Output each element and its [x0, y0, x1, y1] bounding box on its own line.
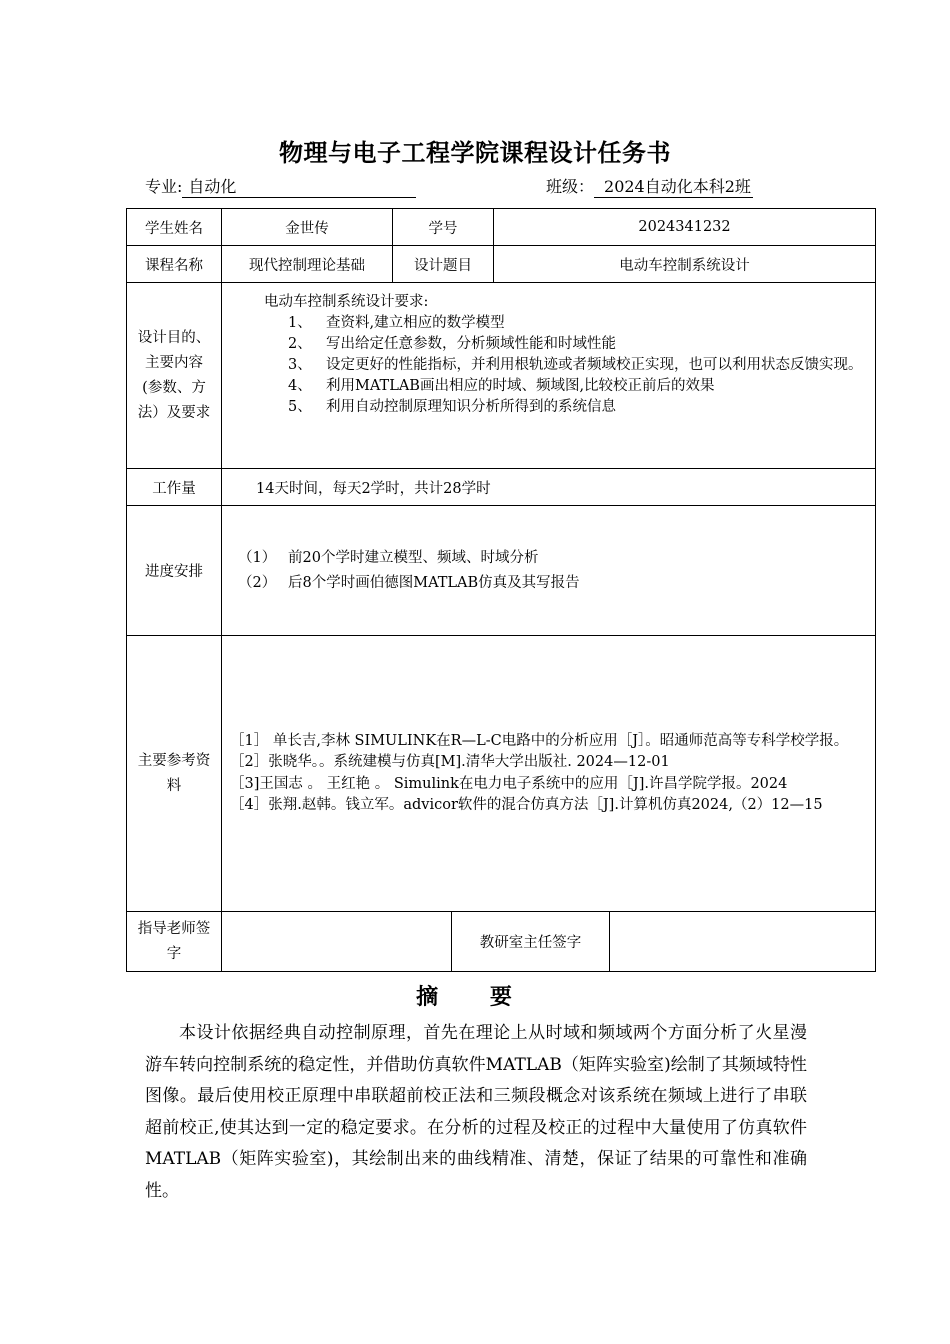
requirement-item: 2、 写出给定任意参数，分析频域性能和时域性能: [288, 336, 616, 352]
course-name: 现代控制理论基础: [222, 246, 393, 283]
requirements-cell: [222, 283, 876, 469]
row-schedule: [127, 506, 876, 636]
reference-item: ［1］ 单长吉,李林 SIMULINK在R—L-C电路中的分析应用［J］。昭通师范高等专科学校学报。: [230, 732, 849, 749]
requirements-label: 设计目的、主要内容(参数、方法）及要求: [127, 283, 222, 469]
student-id: 2024341232: [494, 209, 876, 246]
class-field: [546, 176, 753, 198]
student-id-label: 学号: [393, 209, 494, 246]
advisor-sign-label: 指导老师签字: [127, 912, 222, 972]
references-label: 主要参考资料: [127, 636, 222, 912]
workload-label: 工作量: [127, 469, 222, 506]
schedule-label: 进度安排: [127, 506, 222, 636]
major-value: 自动化: [182, 177, 416, 198]
abstract-title: 摘 要: [416, 985, 534, 1010]
references-cell: [222, 636, 876, 912]
major-label: 专业:: [145, 177, 183, 196]
abstract-body: 本设计依据经典自动控制原理，首先在理论上从时域和频域两个方面分析了火星漫游车转向控制系统的稳定性，并借助仿真软件MATLAB（矩阵实验室)绘制了其频域特性图像。最后使用校正原理中串联超前校正法和三频段概念对该系统在频域上进行了串联超前校正,使其达到一定的稳定要求。在分析的过程及校正的过程中大量使用了仿真软件MATLAB（矩阵实验室)，其绘制出来的曲线精准、清楚，保证了结果的可靠性和准确性。: [145, 1023, 807, 1201]
major-field: [145, 176, 416, 198]
class-label: 班级：: [546, 177, 595, 196]
requirement-item: 3、 设定更好的性能指标，并利用根轨迹或者频域校正实现，也可以利用状态反馈实现。: [288, 357, 863, 373]
advisor-signature-box[interactable]: [222, 912, 452, 972]
requirements-head: 电动车控制系统设计要求:: [264, 294, 429, 310]
requirement-item: 4、 利用MATLAB画出相应的时域、频域图,比较校正前后的效果: [288, 378, 715, 394]
topic-label: 设计题目: [393, 246, 494, 283]
requirement-item: 1、 查资料,建立相应的数学模型: [288, 315, 505, 331]
student-name-label: 学生姓名: [127, 209, 222, 246]
class-value: 2024自动化本科2班: [594, 177, 753, 198]
row-course: [127, 246, 876, 283]
row-references: [127, 636, 876, 912]
requirement-item: 5、 利用自动控制原理知识分析所得到的系统信息: [288, 399, 616, 415]
director-signature-box[interactable]: [610, 912, 876, 972]
schedule-item: （1） 前20个学时建立模型、频域、时域分析: [238, 549, 539, 566]
schedule-item: （2） 后8个学时画伯德图MATLAB仿真及其写报告: [238, 574, 580, 591]
reference-item: ［2］张晓华。。系统建模与仿真[M].清华大学出版社. 2024—12-01: [230, 754, 670, 770]
topic: 电动车控制系统设计: [494, 246, 876, 283]
course-label: 课程名称: [127, 246, 222, 283]
document-title: 物理与电子工程学院课程设计任务书: [279, 139, 671, 167]
student-name: 金世传: [222, 209, 393, 246]
row-workload: [127, 469, 876, 506]
reference-item: ［3]王国志 。 王红艳 。 Simulink在电力电子系统中的应用［J].许昌学院学报。2024: [230, 775, 788, 792]
row-requirements: [127, 283, 876, 469]
reference-item: ［4］张翔.赵韩。钱立军。advicor软件的混合仿真方法［J].计算机仿真2024,（2）12—15: [230, 797, 823, 813]
director-sign-label: 教研室主任签字: [452, 912, 610, 972]
row-student: [127, 209, 876, 246]
workload: 14天时间，每天2学时，共计28学时: [222, 469, 876, 506]
schedule-cell: [222, 506, 876, 636]
task-table: [126, 208, 876, 972]
row-signatures: [127, 912, 876, 972]
